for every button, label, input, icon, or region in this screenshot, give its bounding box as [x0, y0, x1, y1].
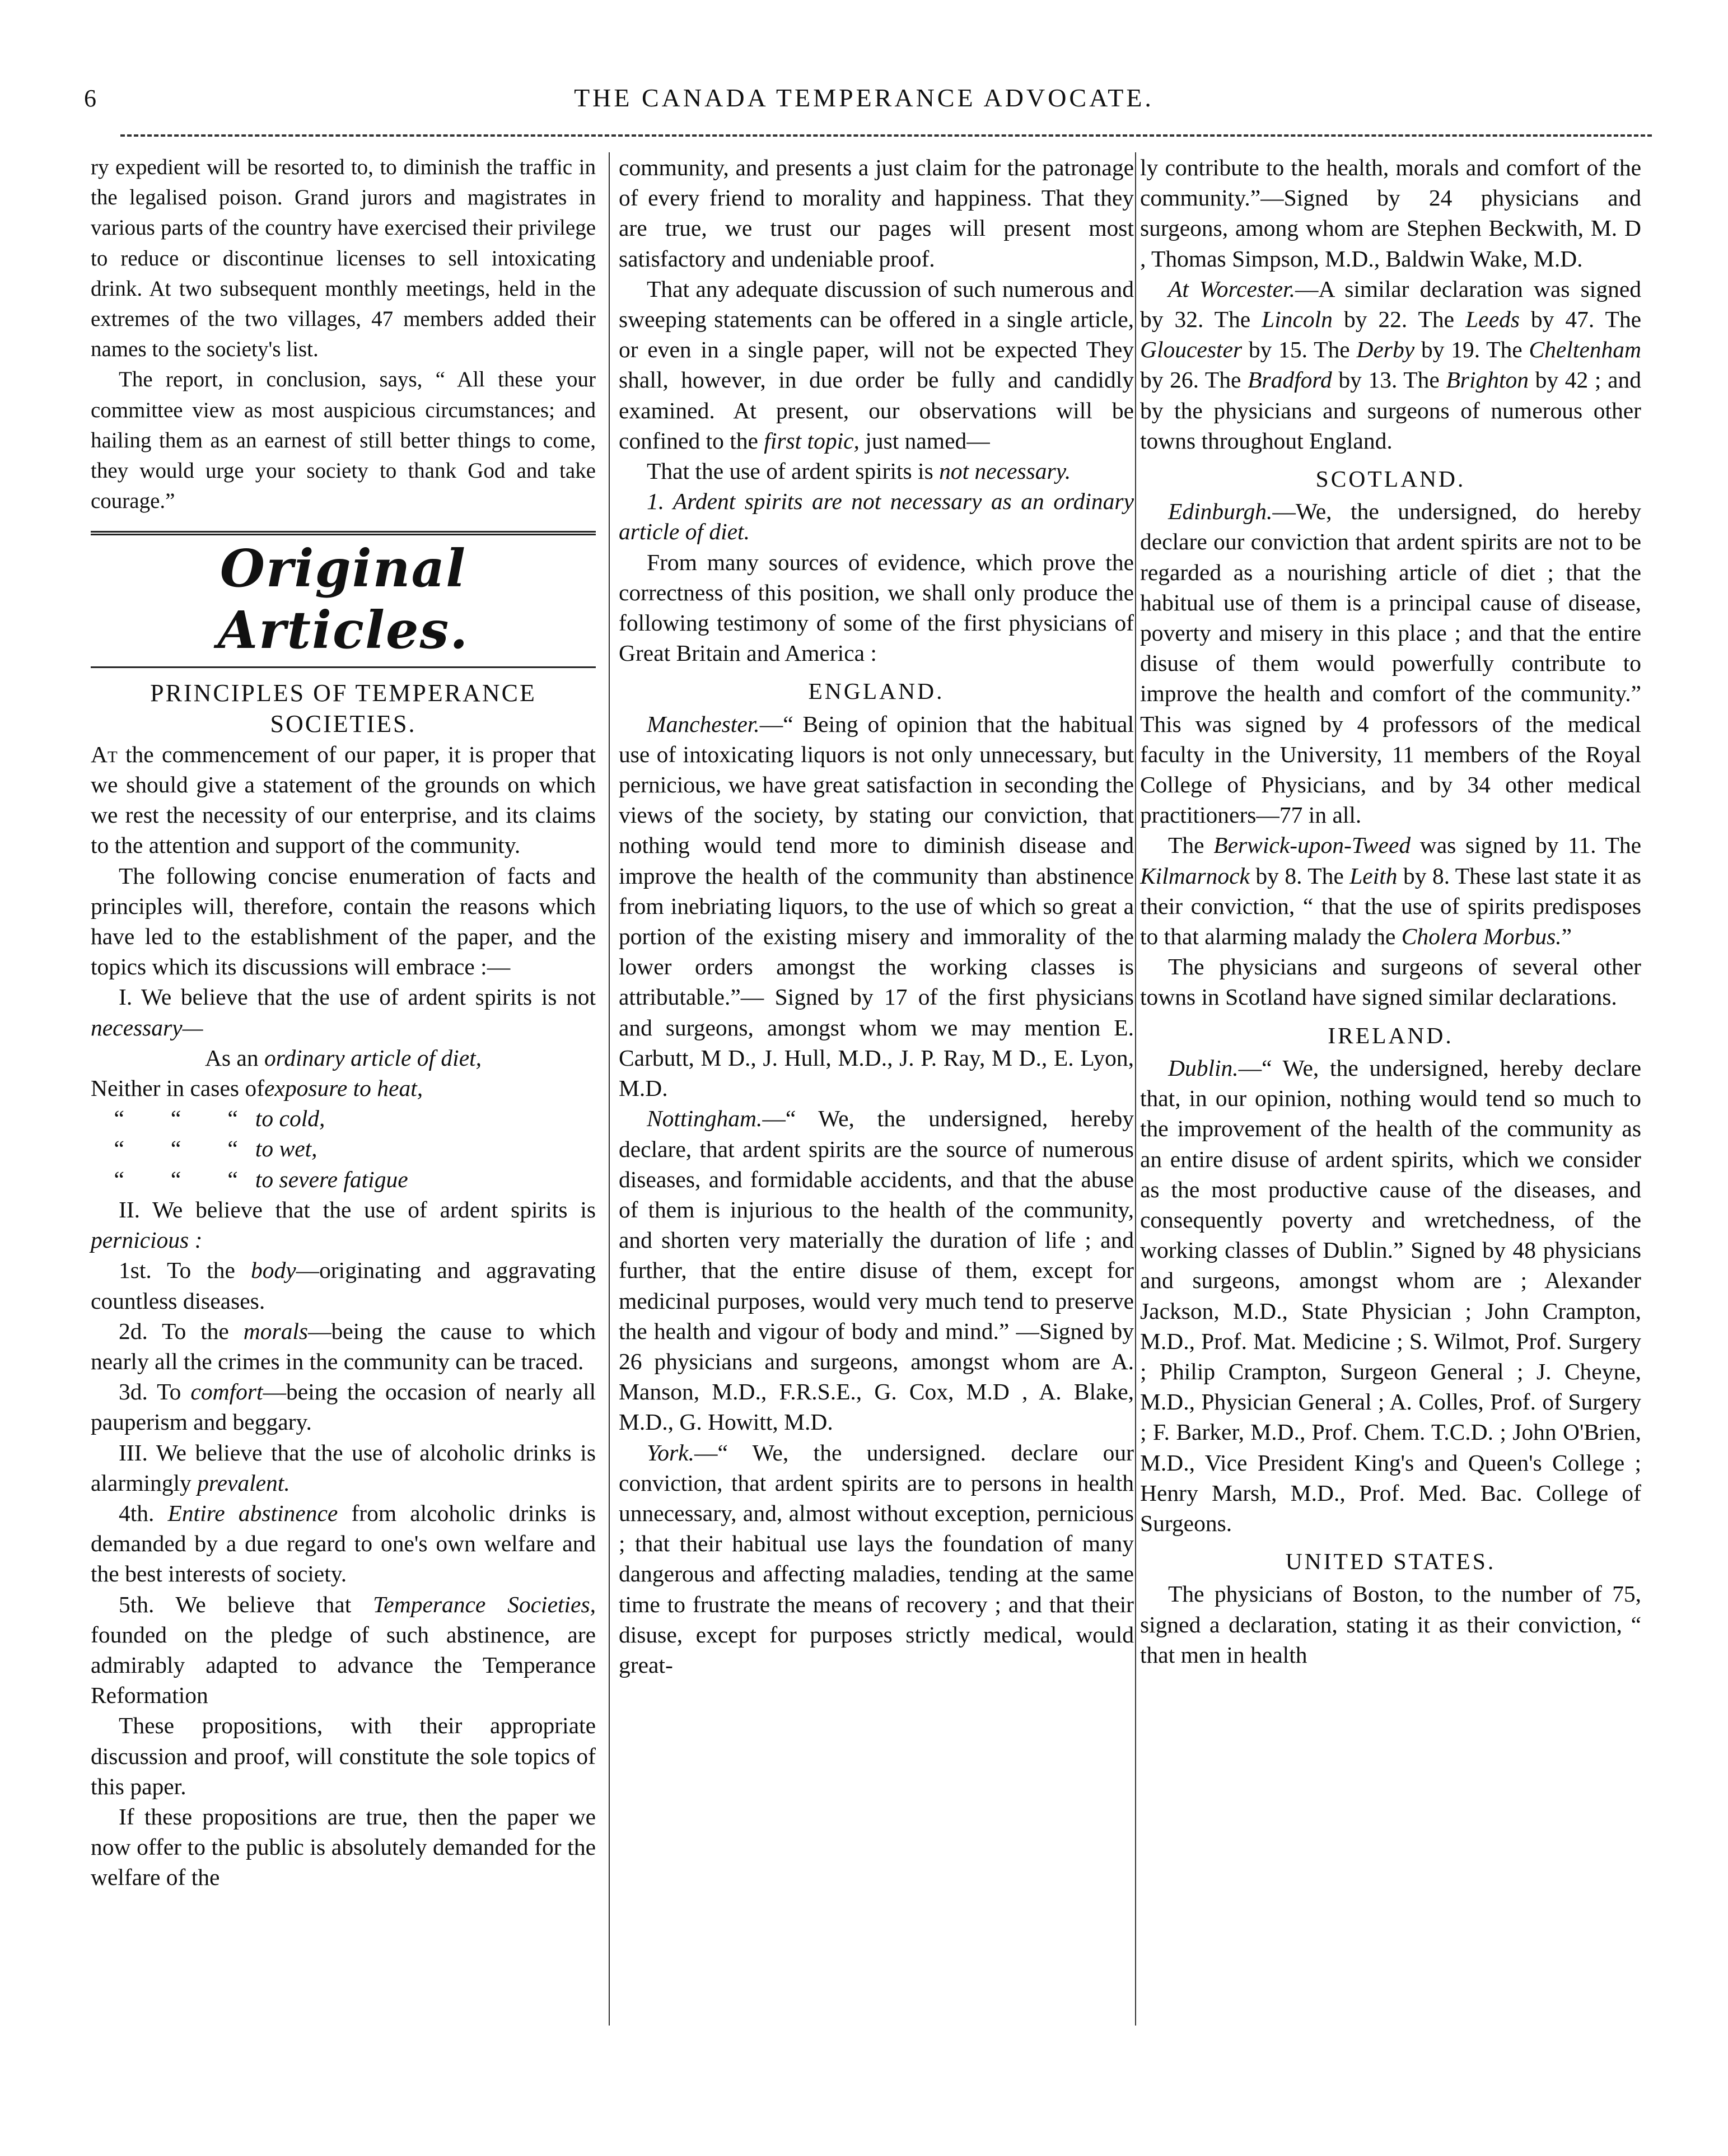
- emphasis: first topic,: [764, 427, 860, 454]
- place-name: Berwick-upon-Tweed: [1213, 832, 1411, 858]
- paragraph: community, and presents a just claim for the patronage of every friend to morality and happiness. That they are true, we trust our pages will present most satisfactory and undeniable proof.: [619, 155, 1134, 272]
- text: The: [1168, 832, 1204, 858]
- list-item: [91, 1498, 596, 1589]
- banner-rule-top: [91, 531, 596, 535]
- emphasis: Cholera Morbus.: [1401, 923, 1562, 950]
- emphasis: morals: [243, 1318, 309, 1344]
- place-name: Edinburgh.: [1168, 498, 1273, 525]
- text: —being the occasion of nearly all pauperism and beggary.: [91, 1379, 596, 1435]
- paragraph: The physicians of Boston, to the number of 75, signed a declaration, stating it as their conviction, “ that men in health: [1140, 1581, 1641, 1668]
- emphasis: Temperance Societies,: [373, 1591, 596, 1617]
- emphasis: prevalent.: [197, 1469, 290, 1496]
- text: That any adequate discussion of such numerous and sweeping statements can be offered in a single article, or even in a single paper, will not be expected They shall, however, in due order be fully and candidly examined. At present, our observations will be confined to the: [619, 276, 1134, 454]
- emphasis: pernicious :: [91, 1227, 203, 1253]
- column-3: [1140, 152, 1641, 1670]
- text: by 19. The: [1421, 337, 1522, 363]
- text: 5th. We believe that: [119, 1591, 352, 1617]
- text: 4th.: [119, 1500, 155, 1526]
- lead-word: At: [91, 741, 118, 767]
- list-item: [91, 1376, 596, 1437]
- text: III. We believe that the use of alcoholic drinks is alarmingly: [91, 1439, 596, 1496]
- column-rule-1: [609, 152, 610, 2026]
- paragraph: [1140, 496, 1641, 830]
- paragraph: ly contribute to the health, morals and comfort of the community.”—Signed by 24 physicians and surgeons, among whom are Stephen Beckwith, M. D , Thomas Simpson, M.D., Baldwin Wake, M.D.: [1140, 155, 1641, 272]
- paragraph: [1140, 830, 1641, 951]
- paragraph: [619, 1103, 1134, 1437]
- paragraph: [619, 486, 1134, 547]
- emphasis: exposure to heat,: [264, 1075, 423, 1102]
- paragraph: [619, 274, 1134, 456]
- emphasis: comfort: [190, 1379, 263, 1405]
- place-name: Nottingham.: [647, 1105, 763, 1132]
- text: founded on the pledge of such abstinence, are admirably adapted to advance the Temperance Reformation: [91, 1621, 596, 1709]
- place-name: Dublin.: [1168, 1054, 1239, 1081]
- text: by 15. The: [1248, 337, 1350, 363]
- text: the commencement of our paper, it is proper that we should give a statement of the grounds on which we rest the necessity of our enterprise, and its claims to the attention and support of the community.: [91, 741, 596, 858]
- text: —“ We, the undersigned. declare our conviction, that ardent spirits are to persons in health unnecessary, and, almost without exception, pernicious ; that their habitual use lays the foundation of many dangerous and affecting maladies, tending at the same time to frustrate the means of recovery ; and that their disuse, except for purposes strictly medical, would great-: [619, 1439, 1134, 1678]
- text: ”: [1561, 923, 1572, 950]
- paragraph: The report, in conclusion, says, “ All these your committee view as most auspicious circumstances; and hailing them as an earnest of still better things to come, they would urge your society to thank God and take courage.”: [91, 367, 596, 514]
- paragraph: The following concise enumeration of facts and principles will, therefore, contain the reasons which have led to the establishment of the paper, and the topics which its discussions will embrace :—: [91, 862, 596, 980]
- place-name: Brighton: [1446, 367, 1529, 393]
- paragraph: If these propositions are true, then the paper we now offer to the public is absolutely demanded for the welfare of the: [91, 1803, 596, 1891]
- text: 3d. To: [119, 1379, 181, 1405]
- place-name: Manchester.: [647, 711, 760, 737]
- article-title: PRINCIPLES OF TEMPERANCE SOCIETIES.: [150, 679, 536, 738]
- list-line: [91, 1073, 596, 1103]
- section-heading-england: ENGLAND.: [808, 678, 945, 704]
- paragraph: [619, 456, 1134, 486]
- proposition: [91, 982, 596, 1042]
- text: was signed by 11. The: [1419, 832, 1642, 858]
- place-name: Cheltenham: [1529, 337, 1642, 363]
- place-name: Leeds: [1465, 306, 1520, 333]
- text: —“ We, the undersigned, hereby declare, that ardent spirits are the source of numerous diseases, and formidable accidents, and that the abuse of them is injurious to the health of the community, and shorten very materially the duration of life ; and further, that the entire disuse of them, except for medicinal purposes, would very much tend to preserve the health and vigour of body and mind.” —Signed by 26 physicians and surgeons, amongst whom are A. Manson, M.D., F.R.S.E., G. Cox, M.D , A. Blake, M.D., G. Howitt, M.D.: [619, 1105, 1134, 1435]
- text: —“ We, the undersigned, hereby declare that, in our opinion, nothing would tend so much to the improvement of the health of the community as an entire disuse of ardent spirits, which we consider as the most productive cause of the diseases, and consequently poverty and wretchedness, of the working classes of Dublin.” Signed by 48 physicians and surgeons, amongst whom are ; Alexander Jackson, M.D., State Physician ; John Crampton, M.D., Prof. Mat. Medicine ; S. Wilmot, Prof. Surgery ; Philip Crampton, Surgeon General ; J. Cheyne, M.D., Physician General ; A. Colles, Prof. of Surgery ; F. Barker, M.D., Prof. Chem. T.C.D. ; John O'Brien, M.D., Vice President King's and Queen's College ; Henry Marsh, M.D., Prof. Med. Bac. College of Surgeons.: [1140, 1054, 1641, 1536]
- section-heading-united-states: UNITED STATES.: [1285, 1548, 1496, 1575]
- emphasis: to cold,: [255, 1105, 325, 1132]
- text: —A similar declaration was signed by 32. The: [1140, 276, 1641, 333]
- paragraph: ry expedient will be resorted to, to diminish the traffic in the legalised poison. Grand jurors and magistrates in various parts of the country have exercised their privilege to reduce or discontinue licenses to sell intoxicating drink. At two subsequent monthly meetings, held in the extremes of the two villages, 47 members added their names to the society's list.: [91, 155, 596, 362]
- place-name: Derby: [1356, 337, 1415, 363]
- text: by 13. The: [1338, 367, 1440, 393]
- emphasis: Entire abstinence: [167, 1500, 338, 1526]
- text: —“ Being of opinion that the habitual use of intoxicating liquors is not only unnecessary, but pernicious, we have great satisfaction in seconding the views of the society, by stating our conviction, that nothing would tend more to diminish disease and improve the health of the community than abstinence from inebriating liquors, to the use of which so great a portion of the existing misery and immorality of the lower orders amongst the working classes is attributable.”— Signed by 17 of the first physicians and surgeons, amongst whom we may mention E. Carbutt, M D., J. Hull, M.D., J. P. Ray, M D., E. Lyon, M.D.: [619, 711, 1134, 1102]
- paragraph: [619, 1438, 1134, 1681]
- ditto-marks: “ “ “: [114, 1166, 255, 1192]
- list-item: [91, 1316, 596, 1376]
- list-line: [91, 1103, 596, 1133]
- list-line: [91, 1043, 596, 1073]
- emphasis: 1. Ardent spirits are not necessary as an ordinary article of diet.: [619, 488, 1134, 545]
- paragraph: These propositions, with their appropriate discussion and proof, will constitute the sole topics of this paper.: [91, 1712, 596, 1799]
- column-rule-2: [1135, 152, 1136, 2026]
- running-title: THE CANADA TEMPERANCE ADVOCATE.: [574, 83, 1154, 112]
- place-name: Leith: [1349, 862, 1398, 889]
- list-item: [91, 1255, 596, 1315]
- place-name: At Worcester.: [1168, 276, 1295, 302]
- text: I. We believe that the use of ardent spirits is not: [119, 984, 596, 1010]
- text: by 42 ; and by the physicians and surgeons of numerous other towns throughout England.: [1140, 367, 1642, 454]
- emphasis: to wet,: [255, 1136, 317, 1162]
- text: by 47. The: [1530, 306, 1642, 333]
- paragraph: [1140, 1053, 1641, 1538]
- banner-rule-bottom: [91, 666, 596, 668]
- page-number: 6: [84, 85, 96, 112]
- list-line: [91, 1133, 596, 1164]
- paragraph: From many sources of evidence, which prove the correctness of this position, we shall only produce the following testimony of some of the first physicians of Great Britain and America :: [619, 549, 1134, 666]
- text: —originating and aggravating countless diseases.: [91, 1257, 596, 1314]
- place-name: Lincoln: [1262, 306, 1333, 333]
- column-2: [619, 152, 1134, 1680]
- emphasis: not necessary.: [939, 458, 1071, 484]
- section-heading-scotland: SCOTLAND.: [1315, 466, 1466, 492]
- place-name: York.: [647, 1439, 694, 1466]
- emphasis: ordinary article of diet,: [264, 1044, 482, 1071]
- text: II. We believe that the use of ardent spirits is: [119, 1196, 596, 1222]
- text: That the use of ardent spirits is: [647, 458, 933, 484]
- place-name: Bradford: [1248, 367, 1332, 393]
- paragraph: [91, 739, 596, 861]
- column-1: [91, 152, 596, 1893]
- text: —being the cause to which nearly all the crimes in the community can be traced.: [91, 1318, 596, 1374]
- place-name: Gloucester: [1140, 337, 1243, 363]
- text: 1st. To the: [119, 1257, 235, 1284]
- paragraph: [619, 709, 1134, 1104]
- emphasis: to severe fatigue: [255, 1166, 408, 1192]
- text: by 8. These last state it as their conviction, “ that the use of spirits predisposes to that alarming malady the: [1140, 862, 1642, 950]
- section-heading-ireland: IRELAND.: [1328, 1022, 1454, 1048]
- text: from alcoholic drinks is demanded by a due regard to one's own welfare and the best interests of society.: [91, 1500, 596, 1587]
- ditto-marks: “ “ “: [114, 1136, 255, 1162]
- ditto-marks: “ “ “: [114, 1105, 255, 1132]
- paragraph: [1140, 274, 1641, 456]
- text: by 8. The: [1255, 862, 1344, 889]
- list-item: [91, 1589, 596, 1711]
- text: by 22. The: [1343, 306, 1455, 333]
- text: by 26. The: [1140, 367, 1241, 393]
- emphasis: necessary—: [91, 1014, 203, 1040]
- text: As an: [204, 1044, 259, 1071]
- text: just named—: [865, 427, 990, 454]
- proposition: [91, 1438, 596, 1498]
- list-line: [91, 1164, 596, 1194]
- text: Neither in cases of: [91, 1075, 264, 1102]
- proposition: [91, 1194, 596, 1255]
- text: 2d. To the: [119, 1318, 229, 1344]
- place-name: Kilmarnock: [1140, 862, 1250, 889]
- text: —We, the undersigned, do hereby declare our conviction that ardent spirits are not to be regarded as a nourishing article of diet ; that the habitual use of them is a principal cause of disease, poverty and misery in this place ; and that the entire disuse of them would powerfully contribute to improve the health and comfort of the community.” This was signed by 4 professors of the medical faculty in the University, 11 members of the Royal College of Physicians, and by 34 other medical practitioners—77 in all.: [1140, 498, 1641, 828]
- section-banner: Original Articles.: [217, 538, 469, 661]
- header-rule: [120, 134, 1652, 137]
- paragraph: The physicians and surgeons of several other towns in Scotland have signed similar declarations.: [1140, 954, 1641, 1010]
- emphasis: body: [250, 1257, 296, 1284]
